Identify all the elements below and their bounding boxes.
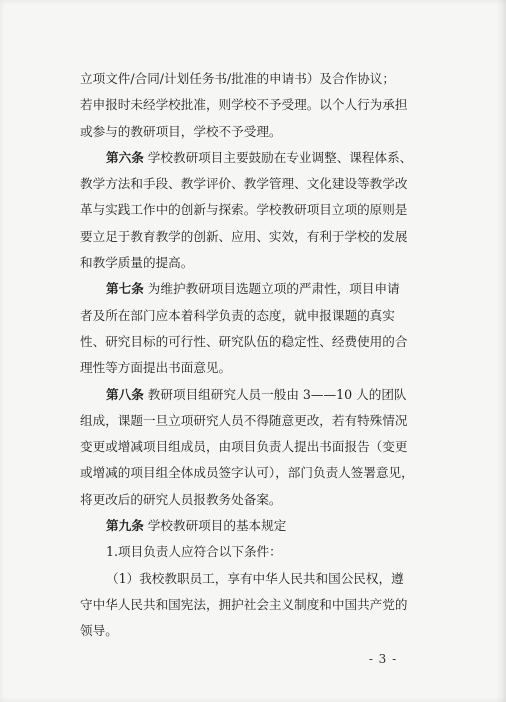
text-segment: 若申报时未经学校批准，则学校不予受理。以个人行为承担 — [80, 97, 408, 113]
text-line — [80, 355, 430, 381]
text-segment: 和教学质量的提高。 — [80, 255, 194, 271]
text-segment: 为维护教研项目选题立项的严肃性，项目申请 — [143, 281, 400, 297]
text-segment: 学校教研项目主要鼓励在专业调整、课程体系、 — [143, 149, 413, 165]
text-line — [80, 566, 430, 592]
text-segment: 性、研究目标的可行性、研究队伍的稳定性、经费使用的合 — [80, 333, 408, 349]
text-line — [80, 92, 430, 118]
document-body — [80, 66, 430, 645]
text-segment: 理性等方面提出书面意见。 — [80, 360, 232, 376]
text-segment: 守中华人民共和国宪法，拥护社会主义制度和中国共产党的 — [80, 596, 408, 612]
text-segment: 变更或增减项目组成员，由项目负责人提出书面报告（变更 — [80, 439, 408, 455]
text-segment: 或参与的教研项目，学校不予受理。 — [80, 123, 282, 139]
text-line — [80, 197, 430, 223]
text-line — [80, 539, 430, 565]
text-segment: 教学方法和手段、教学评价、教学管理、文化建设等教学改 — [80, 176, 408, 192]
text-line — [80, 303, 430, 329]
text-line — [80, 66, 430, 92]
page-number: - 3 - — [368, 652, 398, 666]
text-line — [80, 119, 430, 145]
page-edge-shadow — [496, 0, 506, 702]
text-segment: 或增减的项目组全体成员签字认可），部门负责人签署意见， — [80, 465, 414, 481]
text-line — [80, 382, 430, 408]
text-segment: 者及所在部门应本着科学负责的态度，就申报课题的真实 — [80, 307, 395, 323]
text-line — [80, 145, 430, 171]
text-line — [80, 276, 430, 302]
text-line — [80, 224, 430, 250]
text-segment: 立项文件/合同/计划任务书/批准的申请书）及合作协议； — [80, 71, 395, 86]
text-line — [80, 460, 430, 486]
text-segment: 领导。 — [80, 623, 118, 639]
article-number: 第八条 — [106, 386, 144, 402]
text-segment: 教研项目组研究人员一般由 3——10 人的团队 — [143, 386, 407, 402]
text-line — [80, 487, 430, 513]
text-line — [80, 329, 430, 355]
article-number: 第六条 — [106, 149, 144, 165]
text-segment: 1.项目负责人应符合以下条件： — [106, 544, 282, 560]
text-line — [80, 171, 430, 197]
text-segment: （1）我校教职员工，享有中华人民共和国公民权，遵 — [106, 570, 404, 586]
text-line — [80, 408, 430, 434]
text-line — [80, 513, 430, 539]
text-line — [80, 592, 430, 618]
article-number: 第九条 — [106, 518, 144, 534]
article-number: 第七条 — [106, 281, 144, 297]
text-line — [80, 618, 430, 644]
text-line — [80, 250, 430, 276]
text-line — [80, 434, 430, 460]
text-segment: 学校教研项目的基本规定 — [143, 518, 287, 534]
text-segment: 将更改后的研究人员报教务处备案。 — [80, 491, 282, 507]
page-number-row — [0, 652, 506, 666]
text-segment: 革与实践工作中的创新与探索。学校教研项目立项的原则是 — [80, 202, 408, 218]
text-segment: 要立足于教育教学的创新、应用、实效，有利于学校的发展 — [80, 228, 408, 244]
text-segment: 组成，课题一旦立项研究人员不得随意更改，若有特殊情况 — [80, 412, 408, 428]
